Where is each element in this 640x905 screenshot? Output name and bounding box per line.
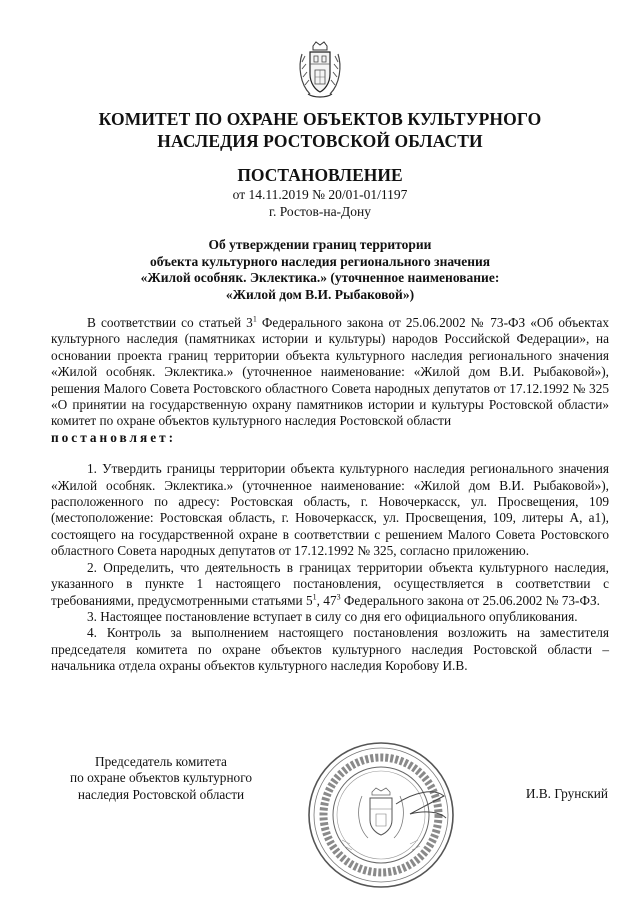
preamble-text-2: Федерального закона от 25.06.2002 № 73-ФЗ «Об объектах культурного наследия (памятниках истории и культуры) народов Российской Федерации», на основании проекта границ территории объекта культурного наследия регионального значения «Жилой особняк. Эклектика.» (уточненное наименование: «Жилой дом В.И. Рыбаковой»), решения Малого Совета Ростовского областного Совета народных депутатов от 17.12.1992 № 325 «О принятии на государственную охрану памятников истории и культуры Ростовской области» комитет по охране объектов культурного наследия Ростовской области: [51, 315, 609, 429]
item-2-text-3: Федерального закона от 25.06.2002 № 73-ФЗ.: [340, 592, 600, 608]
document-city: г. Ростов-на-Дону: [268, 204, 371, 219]
signer-title-line-3: наследия Ростовской области: [77, 786, 245, 802]
org-line-2: НАСЛЕДИЯ РОСТОВСКОЙ ОБЛАСТИ: [157, 131, 483, 151]
preamble-paragraph: [51, 315, 609, 430]
document-subject: [60, 237, 580, 303]
signer-title: [51, 754, 271, 803]
subject-line-2: объекта культурного наследия регионального значения: [149, 253, 491, 269]
organization-name: [60, 108, 580, 152]
signer-title-line-2: по охране объектов культурного: [70, 770, 252, 786]
document-type: ПОСТАНОВЛЕНИЕ: [237, 165, 403, 185]
preamble-text-1: В соответствии со статьей 3: [87, 315, 253, 330]
item-4: 4. Контроль за выполнением настоящего постановления возложить на заместителя председателя комитета по охране объектов культурного наследия Ростовской области – начальника отдела охраны объектов культурного наследия Коробову И.В.: [51, 625, 609, 674]
org-line-1: КОМИТЕТ ПО ОХРАНЕ ОБЪЕКТОВ КУЛЬТУРНОГО: [98, 109, 542, 129]
document-body: [51, 315, 609, 675]
item-2-superscript-2: 3: [336, 592, 341, 602]
official-seal-icon: [306, 740, 456, 890]
item-2-text-1: 2. Определить, что деятельность в границах территории объекта культурного наследия, указанного в пункте 1 настоящего постановления, осуществляется в соответствии с требованиями, предусмотренными статьями 5: [51, 559, 609, 608]
subject-line-3: «Жилой особняк. Эклектика.» (уточненное наименование:: [140, 270, 500, 285]
item-1: 1. Утвердить границы территории объекта культурного наследия регионального значения «Жилой особняк. Эклектика.» (уточненное наименование: «Жилой дом В.И. Рыбаковой»), расположенного по адресу: Ростовская область, г. Новочеркасск, ул. Просвещения, 109 (местоположение: Ростовская область, г. Новочеркасск, ул. Просвещения, 109, литеры А, а1), состоящего на государственной охране в соответствии с решением Малого Совета Ростовского областного Совета народных депутатов от 17.12.1992 № 325, согласно приложению.: [51, 461, 609, 559]
document-date-number: от 14.11.2019 № 20/01-01/1197: [232, 187, 408, 202]
signer-title-line-1: Председатель комитета: [95, 754, 227, 769]
coat-of-arms-icon: [296, 40, 344, 100]
paragraph-spacer: [51, 446, 609, 461]
item-2-superscript-1: 1: [312, 592, 317, 602]
item-2-text-2: , 47: [316, 592, 337, 608]
preamble-superscript: 1: [252, 314, 257, 324]
subject-line-4: «Жилой дом В.И. Рыбаковой»): [225, 286, 415, 302]
item-2: [51, 560, 609, 609]
item-3: 3. Настоящее постановление вступает в силу со дня его официального опубликования.: [87, 608, 578, 624]
subject-line-1: Об утверждении границ территории: [208, 237, 432, 252]
signer-name: И.В. Грунский: [525, 786, 608, 801]
decree-word: постановляет:: [51, 429, 177, 445]
